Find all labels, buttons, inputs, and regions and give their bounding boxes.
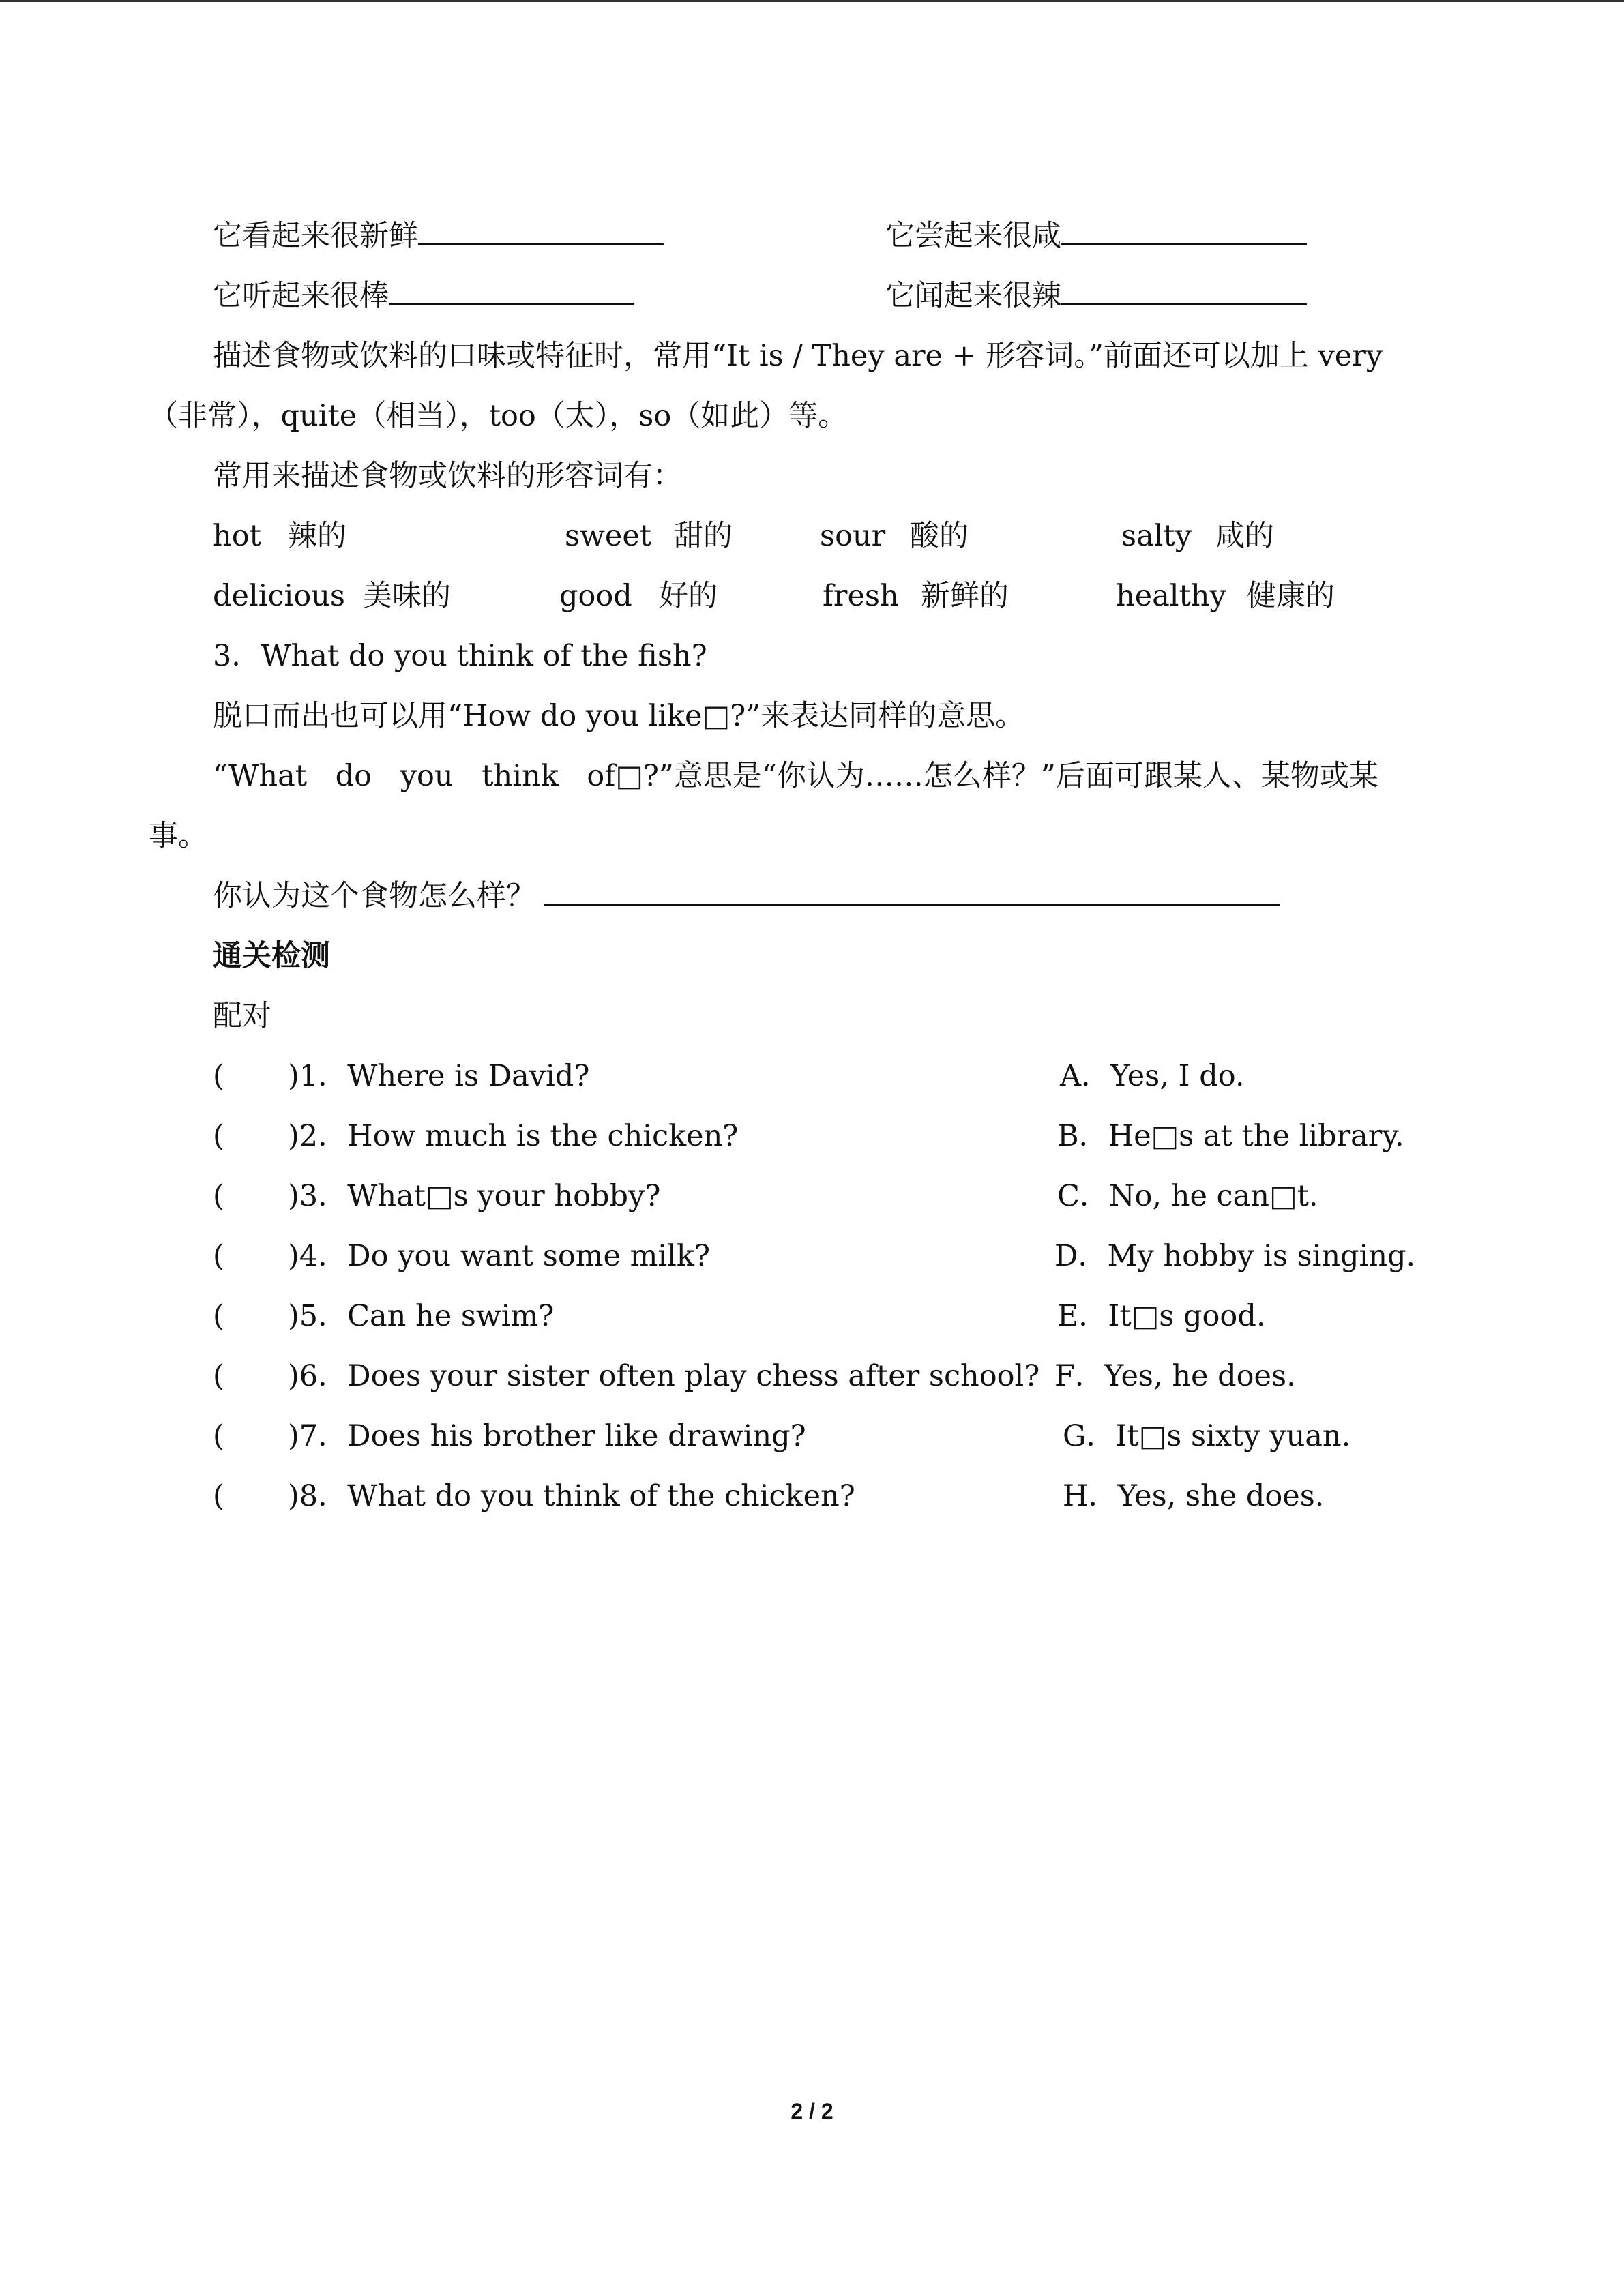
answer-paren[interactable]: (	[213, 1359, 224, 1393]
section-heading: 3．What do you think of the fish?	[213, 639, 707, 673]
answer-paren[interactable]: (	[213, 1179, 224, 1213]
adjective-en: fresh	[823, 579, 899, 613]
match-answer: G．It□s sixty yuan.	[1063, 1419, 1351, 1453]
match-answer: B．He□s at the library.	[1057, 1119, 1404, 1153]
answer-paren[interactable]: (	[213, 1479, 224, 1513]
page-number: 2 / 2	[791, 2099, 833, 2123]
answer-blank[interactable]	[389, 276, 634, 305]
check-title: 通关检测	[213, 939, 330, 973]
match-answer: E．It□s good.	[1057, 1299, 1266, 1333]
fill-line-spicy: 它闻起来很辣	[885, 275, 1307, 316]
adjective-zh: 好的	[659, 579, 718, 613]
adjective-zh: 健康的	[1247, 579, 1335, 613]
adjective-zh: 美味的	[363, 579, 451, 613]
usage-note: 脱口而出也可以用“How do you like□?”来表达同样的意思。	[213, 699, 1025, 733]
usage-note-line2: 事。	[149, 819, 207, 853]
description-text-line2: （非常），quite（相当），too（太），so（如此）等。	[149, 399, 848, 433]
answer-blank[interactable]	[1061, 276, 1307, 305]
match-answer: A．Yes, I do.	[1060, 1059, 1245, 1093]
adjective-en: sour	[820, 519, 886, 553]
adjective-zh: 甜的	[674, 519, 733, 553]
answer-paren[interactable]: (	[213, 1059, 224, 1093]
match-question: )8．What do you think of the chicken?	[288, 1479, 855, 1513]
adjective-en: sweet	[565, 519, 652, 553]
answer-paren[interactable]: (	[213, 1239, 224, 1273]
fill-line-fresh: 它看起来很新鲜	[213, 215, 664, 256]
adjective-en: healthy	[1116, 579, 1226, 613]
answer-blank[interactable]	[1061, 216, 1307, 245]
top-border	[0, 0, 1624, 2]
match-answer: F．Yes, he does.	[1054, 1359, 1296, 1393]
match-question: )3．What□s your hobby?	[288, 1179, 661, 1213]
answer-blank[interactable]	[418, 216, 664, 245]
answer-blank[interactable]	[544, 876, 1280, 906]
fill-line-great: 它听起来很棒	[213, 275, 634, 316]
match-answer: H．Yes, she does.	[1063, 1479, 1325, 1513]
match-question: )2．How much is the chicken?	[288, 1119, 739, 1153]
adjective-en: delicious	[213, 579, 345, 613]
match-question: )1．Where is David?	[288, 1059, 590, 1093]
adjective-en: hot	[213, 519, 261, 553]
match-question: )4．Do you want some milk?	[288, 1239, 711, 1273]
match-question: )6．Does your sister often play chess after school?	[288, 1359, 1040, 1393]
answer-paren[interactable]: (	[213, 1419, 224, 1453]
question-line: 你认为这个食物怎么样？	[213, 876, 1280, 916]
fill-line-salty: 它尝起来很咸	[885, 215, 1307, 256]
check-subtitle: 配对	[213, 999, 271, 1033]
adjective-zh: 新鲜的	[921, 579, 1009, 613]
adjective-en: salty	[1121, 519, 1192, 553]
adjective-en: good	[559, 579, 632, 613]
adjective-zh: 咸的	[1215, 519, 1274, 553]
adjective-zh: 酸的	[910, 519, 969, 553]
description-text-line1: 描述食物或饮料的口味或特征时，常用“It is / They are + 形容词。”前面还可以加上 very	[213, 339, 1383, 373]
answer-paren[interactable]: (	[213, 1299, 224, 1333]
match-answer: C．No, he can□t.	[1057, 1179, 1318, 1213]
adjective-zh: 辣的	[288, 519, 346, 553]
answer-paren[interactable]: (	[213, 1119, 224, 1153]
match-question: )5．Can he swim?	[288, 1299, 555, 1333]
match-answer: D．My hobby is singing.	[1054, 1239, 1416, 1273]
match-question: )7．Does his brother like drawing?	[288, 1419, 806, 1453]
adjective-intro: 常用来描述食物或饮料的形容词有：	[213, 459, 682, 493]
usage-note-line1: “What do you think of□?”意思是“你认为……怎么样？”后面可跟某人、某物或某	[213, 759, 1378, 793]
